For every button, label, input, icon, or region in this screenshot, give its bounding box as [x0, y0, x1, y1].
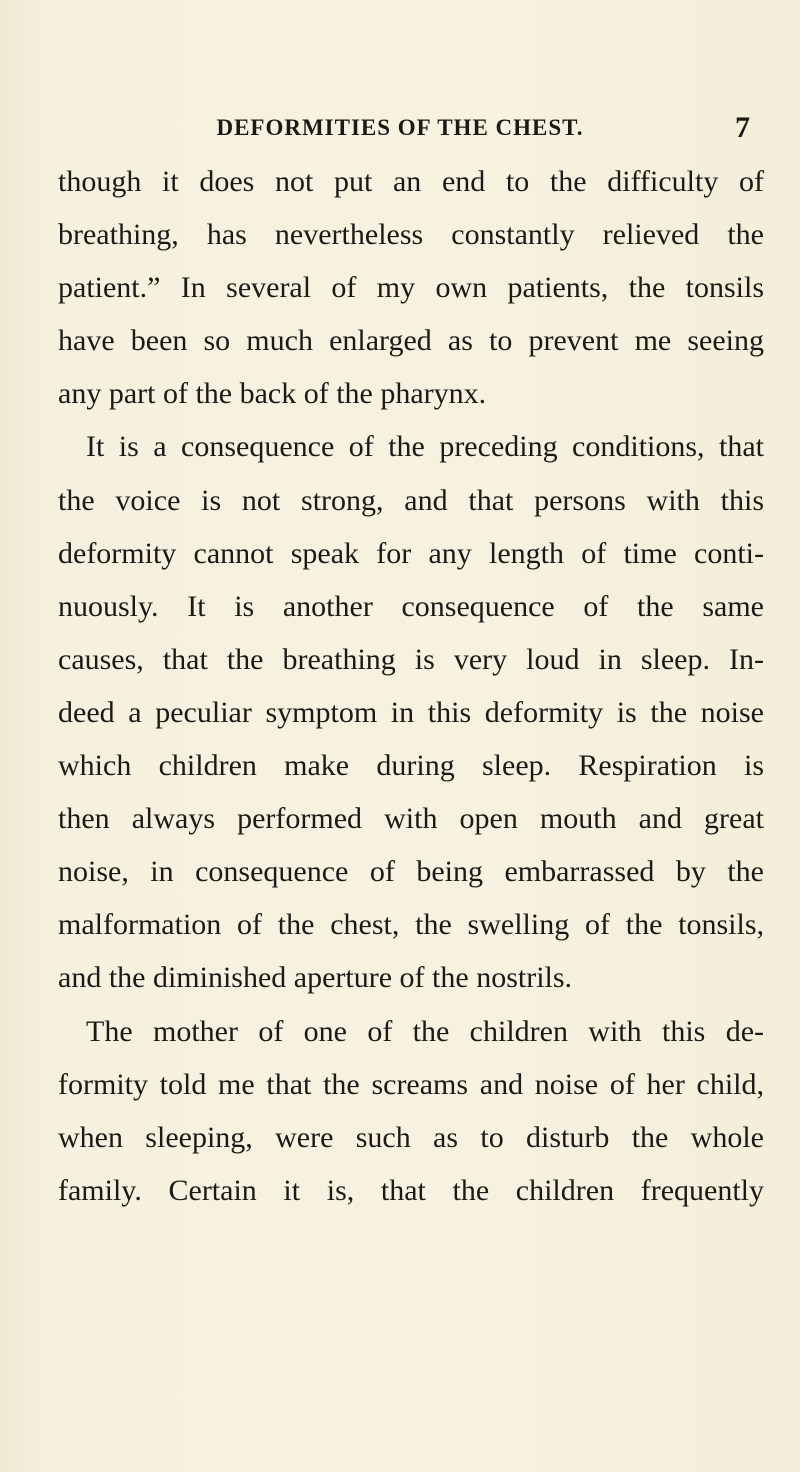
text-line: breathing, has nevertheless constantly relieved the	[58, 218, 764, 252]
text-line: family. Certain it is, that the children frequently	[58, 1173, 764, 1207]
text-line: which children make during sleep. Respiration is	[58, 749, 764, 783]
text-line: causes, that the breathing is very loud in sleep. In-	[58, 642, 764, 676]
text-line: any part of the back of the pharynx.	[58, 377, 487, 411]
text-line: when sleeping, were such as to disturb the whole	[58, 1120, 764, 1154]
text-line: though it does not put an end to the difficulty of	[58, 165, 764, 198]
text-line: have been so much enlarged as to prevent me seeing	[58, 324, 764, 358]
text-line: The mother of one of the children with this de-	[86, 1014, 764, 1048]
text-line: formity told me that the screams and noise of her child,	[58, 1067, 764, 1101]
text-line: and the diminished aperture of the nostrils.	[58, 961, 573, 995]
text-line: then always performed with open mouth and great	[58, 802, 764, 836]
text-line: deformity cannot speak for any length of time conti-	[58, 536, 764, 570]
text-line: deed a peculiar symptom in this deformity is the noise	[58, 695, 764, 729]
text-line: nuously. It is another consequence of the same	[58, 589, 764, 623]
page-number: 7	[735, 111, 750, 144]
text-line: patient.” In several of my own patients, the tonsils	[58, 271, 764, 305]
text-line: the voice is not strong, and that persons with this	[58, 483, 764, 517]
text-line: malformation of the chest, the swelling of the tonsils,	[58, 908, 764, 942]
text-line: noise, in consequence of being embarrassed by the	[58, 855, 764, 889]
running-head	[0, 111, 800, 145]
text-line: It is a consequence of the preceding conditions, that	[86, 430, 764, 464]
body-text	[58, 155, 764, 1217]
running-title: DEFORMITIES OF THE CHEST.	[216, 115, 584, 140]
